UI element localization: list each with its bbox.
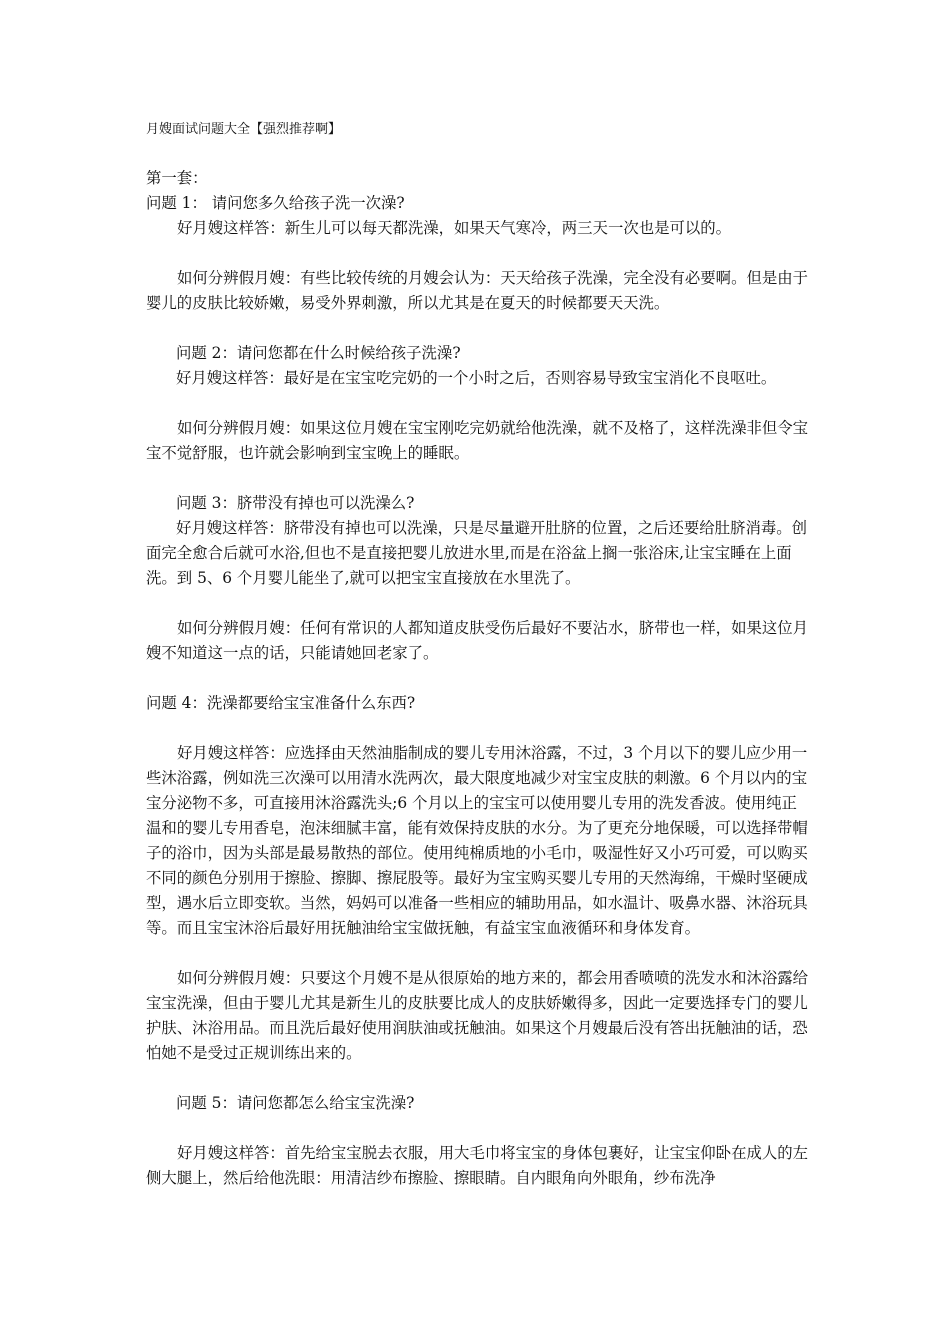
set-label: 第一套： <box>146 169 208 187</box>
paragraph-gap <box>146 316 811 341</box>
question-4: 问题 4：洗澡都要给宝宝准备什么东西? <box>146 694 416 712</box>
question-5: 问题 5：请问您都怎么给宝宝洗澡? <box>176 1094 415 1112</box>
identify-2: 如何分辨假月嫂：如果这位月嫂在宝宝刚吃完奶就给他洗澡，就不及格了，这样洗澡非但令宝宝不觉舒服，也许就会影响到宝宝晚上的睡眠。 <box>146 419 809 462</box>
question-2: 问题 2：请问您都在什么时候给孩子洗澡? <box>176 344 461 362</box>
paragraph-gap <box>146 1066 811 1091</box>
identify-3: 如何分辨假月嫂：任何有常识的人都知道皮肤受伤后最好不要沾水，脐带也一样，如果这位月嫂不知道这一点的话，只能请她回老家了。 <box>146 619 809 662</box>
answer-4: 好月嫂这样答：应选择由天然油脂制成的婴儿专用沐浴露，不过，3 个月以下的婴儿应少用一些沐浴露，例如洗三次澡可以用清水洗两次，最大限度地减少对宝宝皮肤的刺激。6 个月以内的宝宝分泌物不多，可直接用沐浴露洗头;6 个月以上的宝宝可以使用婴儿专用的洗发香波。使用纯正温和的婴儿专用香皂，泡沫细腻丰富，能有效保持皮肤的水分。为了更充分地保暖，可以选择带帽子的浴巾，因为头部是最易散热的部位。使用纯棉质地的小毛巾，吸湿性好又小巧可爱，可以购买不同的颜色分别用于擦脸、擦脚、擦屁股等。最好为宝宝购买婴儿专用的天然海绵，干燥时坚硬成型，遇水后立即变软。当然，妈妈可以准备一些相应的辅助用品，如水温计、吸鼻水器、沐浴玩具等。而且宝宝沐浴后最好用抚触油给宝宝做抚触，有益宝宝血液循环和身体发育。 <box>146 744 808 937</box>
document-title: 月嫂面试问题大全【强烈推荐啊】 <box>146 122 342 137</box>
answer-2: 好月嫂这样答：最好是在宝宝吃完奶的一个小时之后，否则容易导致宝宝消化不良呕吐。 <box>176 369 777 387</box>
paragraph-gap <box>146 466 811 491</box>
paragraph-gap <box>146 391 811 416</box>
paragraph-gap <box>146 241 811 266</box>
paragraph-gap <box>146 1116 811 1141</box>
answer-5: 好月嫂这样答：首先给宝宝脱去衣服，用大毛巾将宝宝的身体包裹好，让宝宝仰卧在成人的左侧大腿上，然后给他洗眼：用清洁纱布擦脸、擦眼睛。自内眼角向外眼角，纱布洗净 <box>146 1144 809 1187</box>
identify-4: 如何分辨假月嫂：只要这个月嫂不是从很原始的地方来的，都会用香喷喷的洗发水和沐浴露给宝宝洗澡，但由于婴儿尤其是新生儿的皮肤要比成人的皮肤娇嫩得多，因此一定要选择专门的婴儿护肤、沐浴用品。而且洗后最好使用润肤油或抚触油。如果这个月嫂最后没有答出抚触油的话，恐怕她不是受过正规训练出来的。 <box>146 969 809 1062</box>
question-3: 问题 3：脐带没有掉也可以洗澡么? <box>176 494 415 512</box>
answer-3: 好月嫂这样答：脐带没有掉也可以洗澡，只是尽量避开肚脐的位置，之后还要给肚脐消毒。创面完全愈合后就可水浴,但也不是直接把婴儿放进水里,而是在浴盆上搁一张浴床,让宝宝睡在上面洗。到 5、6 个月婴儿能坐了,就可以把宝宝直接放在水里洗了。 <box>146 519 808 587</box>
document-body <box>146 166 811 1191</box>
paragraph-gap <box>146 716 811 741</box>
paragraph-gap <box>146 666 811 691</box>
question-1: 问题 1： 请问您多久给孩子洗一次澡? <box>146 194 405 212</box>
identify-1: 如何分辨假月嫂：有些比较传统的月嫂会认为：天天给孩子洗澡，完全没有必要啊。但是由于婴儿的皮肤比较娇嫩，易受外界刺激，所以尤其是在夏天的时候都要天天洗。 <box>146 269 809 312</box>
paragraph-gap <box>146 591 811 616</box>
answer-1: 好月嫂这样答：新生儿可以每天都洗澡，如果天气寒冷，两三天一次也是可以的。 <box>177 219 732 237</box>
paragraph-gap <box>146 941 811 966</box>
